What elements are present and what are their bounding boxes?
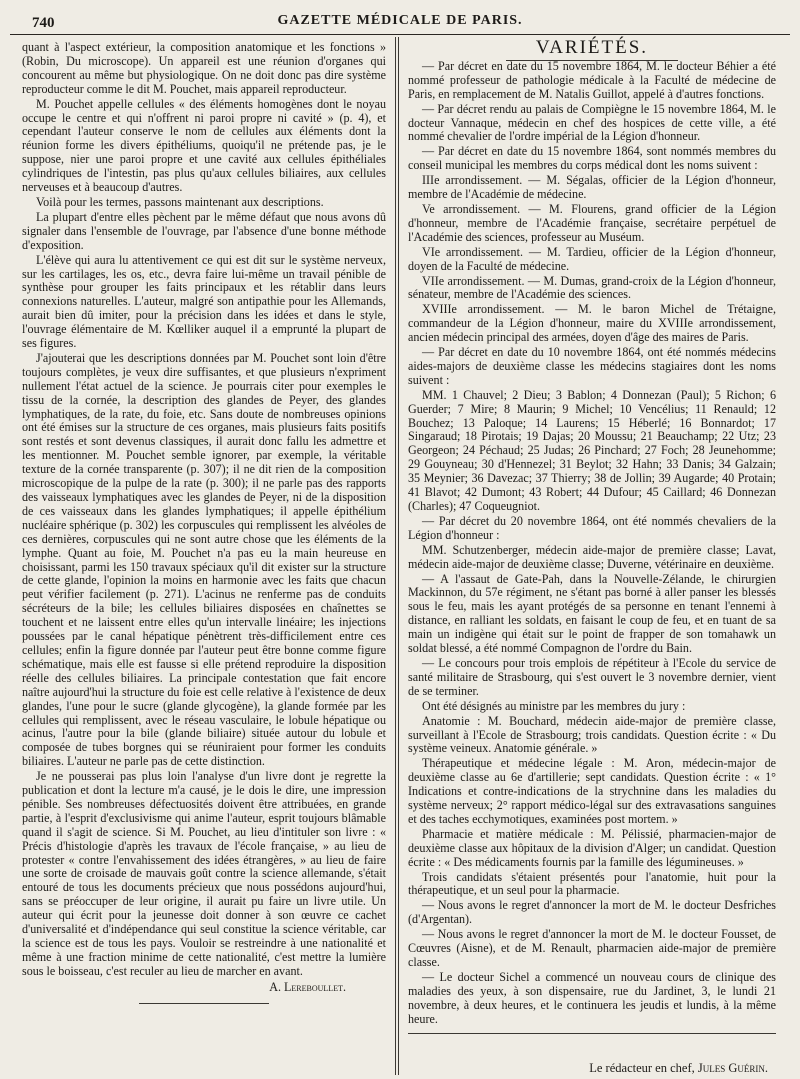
article-paragraph: M. Pouchet appelle cellules « des éléments homogènes dont le noyau occupe le centre et qui n'offrent ni paroi propre ni cavité » (p. 4), et cependant l'auteur conserve le nom de cellules aux éléments dont la réunion forme les divers épithéliums, quoiqu'il ne prétende pas, je le suppose, nier une paroi propre et une cavité aux cellules épithéliales cylindriques de l'intestin, pas plus qu'aux cellules biliaires, aux cellules nerveuses et à beaucoup d'autres. [22, 96, 386, 195]
news-item: VIe arrondissement. — M. Tardieu, officier de la Légion d'honneur, doyen de la Faculté de médecine. [408, 244, 776, 273]
news-item: — A l'assaut de Gate-Pah, dans la Nouvelle-Zélande, le chirurgien Mackinnon, du 57e régiment, ne s'étant pas borné à aller panser les blessés sous le feu, mais les ayant protégés de sa personne en tenant l'ennemi à distance, en ralliant les soldats, en faisant le coup de feu, et en tuant de sa main un indigène qui était sur le point de frapper de son tomahawk un soldat blessé, a été nommé Compagnon de l'ordre du Bain. [408, 571, 776, 656]
news-item: — Par décret rendu au palais de Compiègne le 15 novembre 1864, M. le docteur Vannaque, médecin en chef des hospices de cette ville, a été nommé chevalier de l'ordre impérial de la Légion d'honneur. [408, 101, 776, 144]
news-item: — Par décret du 20 novembre 1864, ont été nommés chevaliers de la Légion d'honneur : [408, 513, 776, 542]
paper-title: GAZETTE MÉDICALE DE PARIS. [277, 13, 523, 28]
news-item: VIIe arrondissement. — M. Dumas, grand-croix de la Légion d'honneur, sénateur, membre de l'Académie des sciences. [408, 273, 776, 302]
news-item: Ve arrondissement. — M. Flourens, grand officier de la Légion d'honneur, membre de l'Académie française, secrétaire perpétuel de l'Académie des sciences, professeur au Muséum. [408, 201, 776, 244]
section-title [408, 37, 776, 58]
news-item: — Par décret en date du 15 novembre 1864, sont nommés membres du conseil municipal les membres du corps médical dont les noms suivent : [408, 144, 776, 173]
news-item: — Nous avons le regret d'annoncer la mort de M. le docteur Fousset, de Cœuvres (Aisne), et de M. Renault, pharmacien aide-major de première classe. [408, 927, 776, 969]
article-paragraph: Voilà pour les termes, passons maintenant aux descriptions. [36, 194, 324, 209]
author-signature: A. Lereboullet. [269, 979, 346, 994]
article-paragraph: L'élève qui aura lu attentivement ce qui est dit sur le système nerveux, sur les cartilages, les os, etc., devra faire lui-même un travail pénible de synthèse pour grouper les faits principaux et les rétablir dans leurs connexions naturelles. L'auteur, malgré son antipathie pour les Allemands, aurait bien dû imiter, pour la précision dans les idées et dans le style, l'ouvrage élémentaire de M. Kœlliker auquel il a emprunté la plupart de ses figures. [22, 252, 386, 351]
news-item: Anatomie : M. Bouchard, médecin aide-major de première classe, surveillant à l'Ecole de Strasbourg; trois candidats. Question écrite : « Du système veineux. Anatomie générale. » [408, 713, 776, 756]
editor-name: Jules Guérin. [697, 1060, 768, 1075]
page-header [10, 8, 790, 35]
article-paragraph: Je ne pousserai pas plus loin l'analyse d'un livre dont je regrette la publication et dont la lecture m'a causé, je le dois le dire, une impression pénible. Ses nombreuses défectuosités doivent être attribuées, en grande partie, à l'esprit d'exclusivisme qui anime l'auteur, esprit toujours blâmable quand il s'agit de science. Si M. Pouchet, au lieu d'intituler son livre : « Précis d'histologie d'après les travaux de l'école française, » au lieu de protester « contre l'envahissement des idées étrangères, » au lieu de faire une sorte de croisade de mauvais goût contre la science allemande, s'était entouré de tous les documents précieux que nous possédons aujourd'hui, sans se préoccuper de leur origine, il aurait pu faire un livre utile. Un auteur qui écrit pour la jeunesse doit donner à son œuvre ce cachet d'universalité et d'indépendance qui seul constitue la science véritable, car la science est de tous les pays. Vouloir se restreindre à une nationalité et même à une fraction minime de cette nationalité, c'est mettre la lumière sous le boisseau, c'est reculer au lieu de marcher en avant. [22, 769, 386, 978]
editor-label: Le rédacteur en chef, [589, 1060, 695, 1075]
article-paragraph: J'ajouterai que les descriptions données par M. Pouchet sont loin d'être toujours complètes, je veux dire suffisantes, et que plusieurs n'expriment nullement l'état actuel de la science. Je pourrais citer pour exemples le tissu de la cornée, la description des glandes de Peyer, des glandes lymphatiques, de la rate, du foie, etc. Sans doute de nombreuses opinions ont été émises sur la structure de ces organes, mais plusieurs faits positifs sont restés et sont devenus classiques, il aurait donc fallu les admettre et les mentionner. M. Pouchet semble ignorer, par exemple, la véritable texture de la cornée transparente (p. 307); il ne dit rien de la composition microscopique de la pulpe de la rate (p. 300); il ne parle pas des rapports des vaisseaux lymphatiques avec les glandes de Peyer, ni de la disposition de ces vaisseaux dans les glandes lymphatiques; il appelle épithélium nucléaire sphérique (p. 302) les corpuscules qui remplissent les alvéoles de ces dernières, corpuscules qui ne sont autre chose que les éléments de la lymphe. Quant au foie, M. Pouchet n'a pas eu la main heureuse en choisissant, parmi les 150 travaux spéciaux qu'il dit exister sur la structure de cette glande, l'opinion la moins en harmonie avec les faits que chacun peut vérifier facilement (p. 271). L'acinus ne renferme pas de conduits sécréteurs de la bile; les cellules biliaires disposées en chaînettes se touchent et ne laissent entre elles qu'un intervalle linéaire; les injections poussées par le canal hépatique pénètrent très-difficilement entre ces cellules; enfin la figure donnée par l'auteur peut être bonne comme figure schématique, mais elle est fausse si elle prétend reproduire la disposition réelle des cellules biliaires. La principale contestation que fait encore naître aujourd'hui la structure du foie est celle relative à l'existence de deux glandes, l'une pour le sucre (glande glycogène), la glande formée par les cellules qui remplissent, avec le réseau vasculaire, le lobule hépatique ou acinus, l'autre pour la bile (glande biliaire) située autour du lobule et composée de tubes borgnes qui se réuniraient pour former les conduits biliaires. L'auteur ne parle pas de cette distinction. [22, 350, 386, 769]
news-item: Trois candidats s'étaient présentés pour l'anatomie, huit pour la thérapeutique, et un seul pour la pharmacie. [408, 869, 776, 898]
columns [10, 35, 790, 1075]
news-item: Ont été désignés au ministre par les membres du jury : [422, 698, 686, 713]
news-item: Pharmacie et matière médicale : M. Pélissié, pharmacien-major de deuxième classe aux hôpitaux de la division d'Alger; un candidat. Question écrite : « Des médicaments fournis par la famille des légumineuses. » [408, 826, 776, 869]
news-item: IIIe arrondissement. — M. Ségalas, officier de la Légion d'honneur, membre de l'Académie de médecine. [408, 173, 776, 202]
end-rule [139, 1003, 269, 1004]
section-title-text: VARIÉTÉS. [506, 37, 678, 61]
left-column [10, 35, 395, 1075]
news-item: — Le concours pour trois emplois de répétiteur à l'Ecole du service de santé militaire de Strasbourg, qui s'est ouvert le 3 novembre dernier, vient de se terminer. [408, 655, 776, 698]
editor-signature [408, 1062, 776, 1075]
news-item: MM. Schutzenberger, médecin aide-major de première classe; Lavat, médecin aide-major de deuxième classe; Duverne, vétérinaire en deuxième. [408, 542, 776, 571]
end-rule [408, 1033, 776, 1034]
news-item: Thérapeutique et médecine légale : M. Aron, médecin-major de deuxième classe au 6e d'artillerie; sept candidats. Question écrite : « 1° Indications et contre-indications de la strychnine dans les maladies du système nerveux; 2° rapport médico-légal sur des extravasations sanguines et des taches ecchymotiques, examinées post mortem. » [408, 756, 776, 826]
news-item: — Nous avons le regret d'annoncer la mort de M. le docteur Desfriches (d'Argentan). [408, 898, 776, 927]
news-item: — Par décret en date du 10 novembre 1864, ont été nommés médecins aides-majors de deuxième classe les médecins stagiaires dont les noms suivent : [408, 345, 776, 387]
page-number: 740 [32, 15, 55, 31]
news-item: XVIIIe arrondissement. — M. le baron Michel de Trétaigne, commandeur de la Légion d'honneur, maire du XVIIIe arrondissement, ancien médecin principal des armées, doyen d'âge des maires de Paris. [408, 302, 776, 345]
right-column [399, 35, 784, 1075]
article-paragraph: La plupart d'entre elles pèchent par le même défaut que nous avons dû signaler dans l'ensemble de l'ouvrage, par l'absence d'une bonne méthode d'exposition. [22, 209, 386, 252]
article-paragraph: quant à l'aspect extérieur, la composition anatomique et les fonctions » (Robin, Du microscope). Un appareil est une réunion d'organes qui concourent au même but physiologique. On ne doit donc pas dire système reproducteur comme le dit M. Pouchet, mais appareil reproducteur. [22, 40, 386, 96]
news-item: MM. 1 Chauvel; 2 Dieu; 3 Bablon; 4 Donnezan (Paul); 5 Richon; 6 Guerder; 7 Mire; 8 Maurin; 9 Michel; 10 Vencélius; 11 Renauld; 12 Bouchez; 13 Paloque; 14 Laurens; 15 Héberlé; 16 Bonnardot; 17 Singaraud; 18 Pirotais; 19 Dajas; 20 Moussu; 21 Beauchamp; 22 Utz; 23 Georgeon; 24 Péchaud; 25 Judas; 26 Pinchard; 27 Foch; 28 Jeunehomme; 29 Gouyneau; 30 d'Hennezel; 31 Beylot; 32 Hahn; 33 Danis; 34 Galzain; 35 Meynier; 36 Davezac; 37 Thierry; 38 de Jollin; 39 Augarde; 40 Protain; 41 Blavot; 42 Dumont; 43 Robert; 44 Dufour; 45 Caillard; 46 Donnezan (Charles); 47 Coqueugniot. [408, 387, 776, 513]
news-item: — Par décret en date du 15 novembre 1864, M. le docteur Béhier a été nommé professeur de pathologie médicale à la Faculté de médecine de Paris, en remplacement de M. Natalis Guillot, appelé à d'autres fonctions. [408, 58, 776, 101]
news-item: — Le docteur Sichel a commencé un nouveau cours de clinique des maladies des yeux, à son dispensaire, rue du Jardinet, 3, le lundi 21 novembre, à deux heures, et le continuera les jeudis et lundis, à la même heure. [408, 969, 776, 1026]
